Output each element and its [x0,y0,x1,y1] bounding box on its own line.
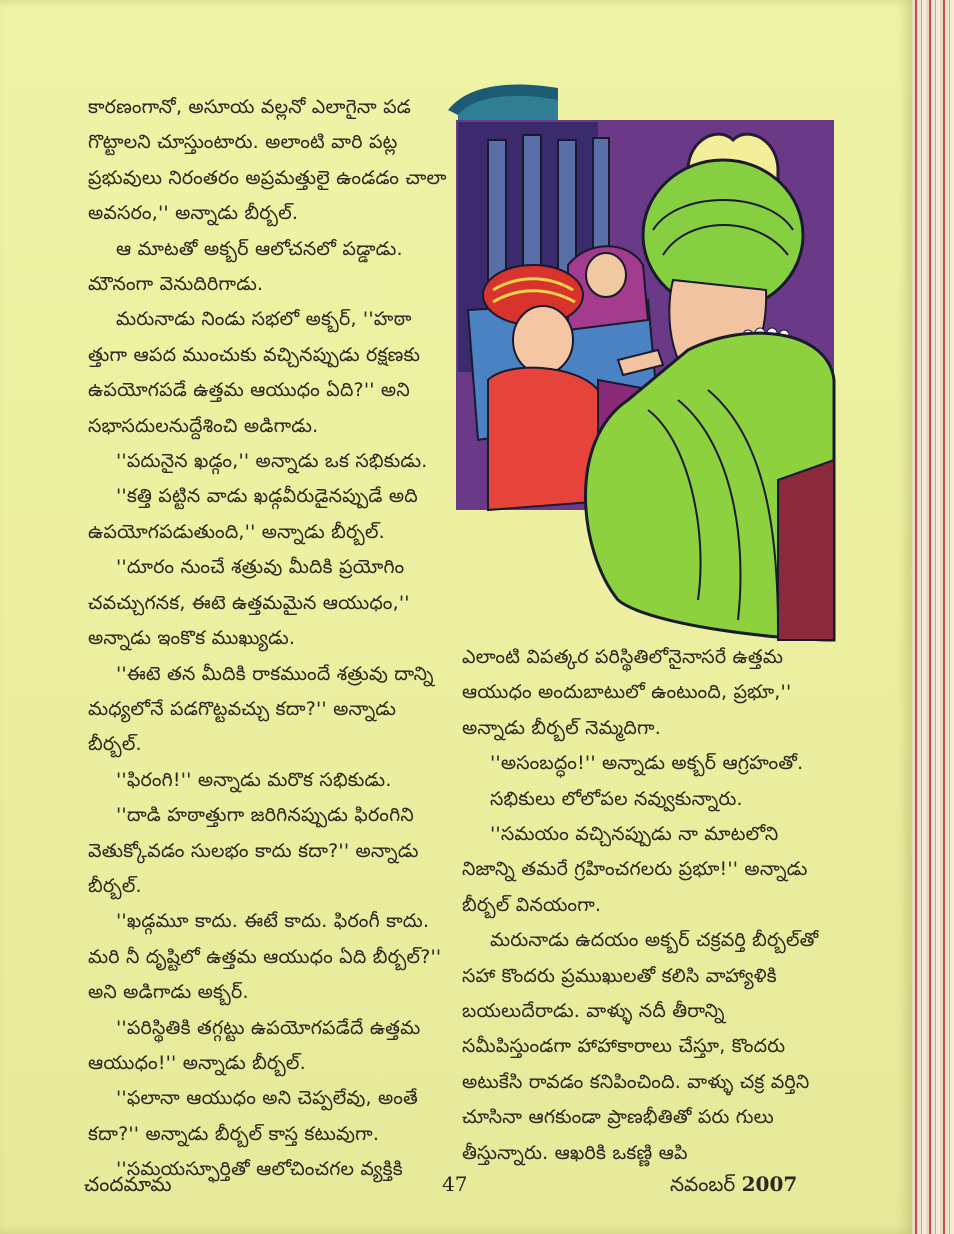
paragraph: ''దాడి హఠాత్తుగా జరిగినప్పుడు ఫిరంగిని వెతుక్కోవడం సులభం కాదు కదా?'' అన్నాడు బీర్బల్. [88,804,419,897]
paragraph: ''ఈటె తన మీదికి రాకముందే శత్రువు దాన్ని మధ్యలోనే పడగొట్టవచ్చు కదా?'' అన్నాడు బీర్బల్. [88,662,434,756]
paragraph: మరునాడు ఉదయం అక్బర్ చక్రవర్తి బీర్బల్‌తో సహా కొందరు ప్రముఖులతో కలిసి వాహ్యాళికి బయలుదేరాడు. వాళ్ళు నదీ తీరాన్ని సమీపిస్తుండగా హాహాకారాలు చేస్తూ, కొందరు అటుకేసి రావడం కనిపించింది. వాళ్ళు చక్ర వర్తిని చూసినా ఆగకుండా ప్రాణభీతితో పరు గులు తీస్తున్నారు. ఆఖరికి ఒకణ్ణి ఆపి [462,929,819,1164]
paragraph: ''సమయస్ఫూర్తితో ఆలోచించగల వ్యక్తికి [116,1158,403,1181]
paragraph: ''ఫిరంగి!'' అన్నాడు మరొక సభికుడు. [116,768,392,791]
paragraph: ఆ మాటతో అక్బర్ ఆలోచనలో పడ్డాడు. మౌనంగా వెనుదిరిగాడు. [88,237,403,296]
footer-month: నవంబర్ [670,1172,736,1196]
paragraph: సభికులు లోలోపల నవ్వుకున్నారు. [490,787,743,810]
akbar-birbal-illustration [448,80,836,645]
footer-year: 2007 [741,1172,798,1196]
paragraph: ''ఖడ్గమూ కాదు. ఈటే కాదు. ఫిరంగీ కాదు. మరి నీ దృష్టిలో ఉత్తమ ఆయుధం ఏది బీర్బల్?'' అని అడిగాడు అక్బర్. [88,910,442,1004]
right-text-column [462,640,832,1171]
footer-date [670,1172,797,1201]
paragraph: ''దూరం నుంచే శత్రువు మీదికి ప్రయోగిం చవచ్చుగనక, ఈటె ఉత్తమమైన ఆయుధం,'' అన్నాడు ఇంకొక ముఖ్యుడు. [88,556,410,650]
paragraph: ''కత్తి పట్టిన వాడు ఖడ్గవీరుడైనప్పుడే అది ఉపయోగపడుతుంది,'' అన్నాడు బీర్బల్. [88,485,418,543]
paragraph: ''సమయం వచ్చినప్పుడు నా మాటలోని నిజాన్ని తమరే గ్రహించగలరు ప్రభూ!'' అన్నాడు బీర్బల్ వినయంగా. [462,823,808,916]
paragraph: మరునాడు నిండు సభలో అక్బర్, ''హఠా త్తుగా ఆపద ముంచుకు వచ్చినప్పుడు రక్షణకు ఉపయోగపడే ఉత్తమ ఆయుధం ఏది?'' అని సభాసదులనుద్దేశించి అడిగాడు. [88,308,421,437]
footer-magazine-name: చందమామ [84,1172,172,1196]
paragraph: ''అసంబద్ధం!'' అన్నాడు అక్బర్ ఆగ్రహంతో. [490,752,804,775]
paragraph: ''పరిస్థితికి తగ్గట్టు ఉపయోగపడేదే ఉత్తమ ఆయుధం!'' అన్నాడు బీర్బల్. [88,1016,421,1074]
paragraph: ''ఫలానా ఆయుధం అని చెప్పలేవు, అంతే కదా?'' అన్నాడు బీర్బల్ కాస్త కటువుగా. [88,1087,419,1145]
left-text-column [88,90,450,1188]
page-edge-stack [912,0,954,1234]
paragraph: ఎలాంటి విపత్కర పరిస్థితిలోనైనాసరే ఉత్తమ ఆయుధం అందుబాటులో ఉంటుంది, ప్రభూ,'' అన్నాడు బీర్బల్ నెమ్మదిగా. [462,646,792,739]
footer-page-number: 47 [442,1172,468,1196]
paragraph: కారణంగానో, అసూయ వల్లనో ఎలాగైనా పడ గొట్టాలని చూస్తుంటారు. అలాంటి వారి పట్ల ప్రభువులు నిరంతరం అప్రమత్తులై ఉండడం చాలా అవసరం,'' అన్నాడు బీర్బల్. [88,96,447,225]
paragraph: ''పదునైన ఖడ్గం,'' అన్నాడు ఒక సభికుడు. [116,450,428,473]
